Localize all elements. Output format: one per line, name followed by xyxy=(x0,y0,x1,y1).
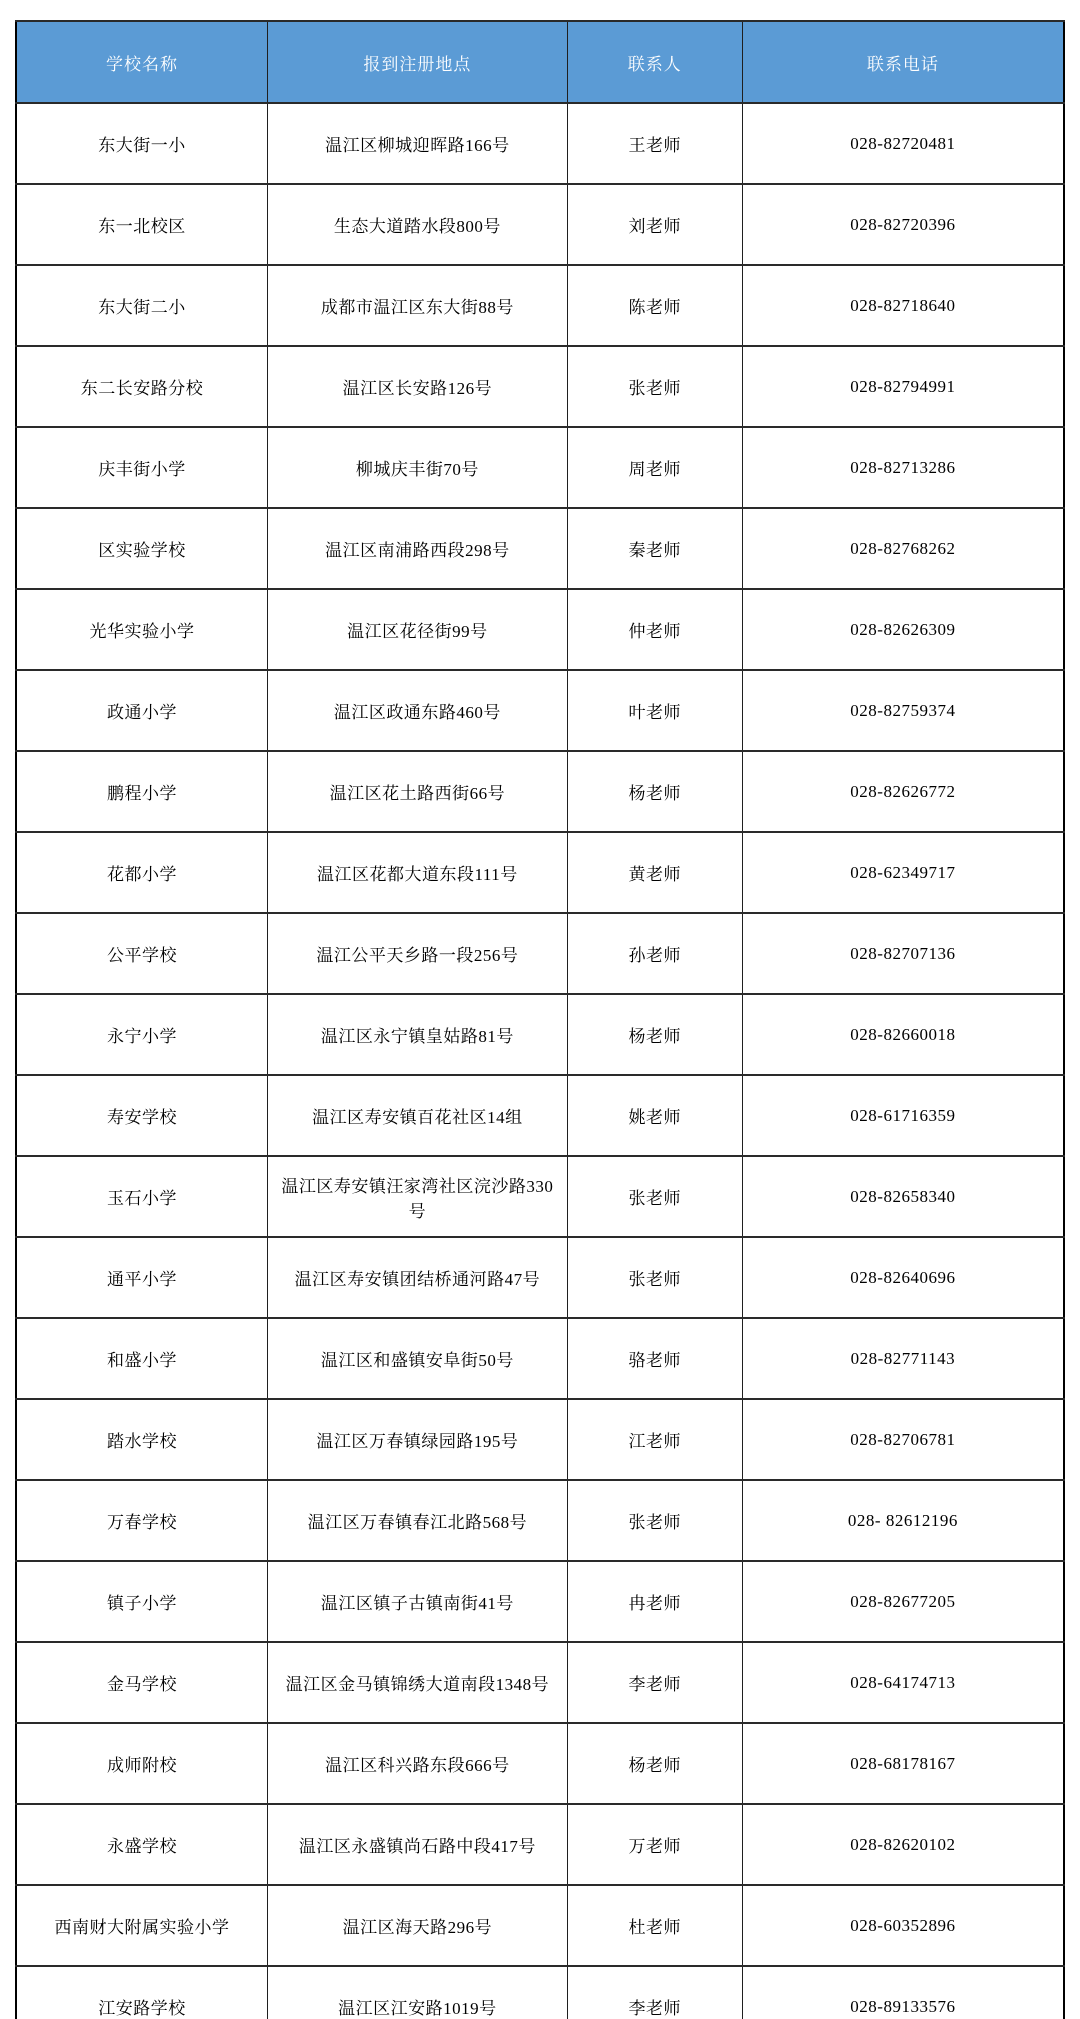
cell-phone: 028-89133576 xyxy=(742,1966,1064,2019)
cell-phone: 028-82626309 xyxy=(742,589,1064,670)
table-row xyxy=(16,508,1064,589)
table-row xyxy=(16,832,1064,913)
table-row xyxy=(16,1642,1064,1723)
cell-phone: 028-82713286 xyxy=(742,427,1064,508)
cell-school: 公平学校 xyxy=(16,913,268,994)
table-row xyxy=(16,751,1064,832)
cell-contact: 姚老师 xyxy=(567,1075,742,1156)
cell-contact: 秦老师 xyxy=(567,508,742,589)
cell-contact: 孙老师 xyxy=(567,913,742,994)
cell-address: 温江区花径街99号 xyxy=(268,589,568,670)
table-row xyxy=(16,427,1064,508)
cell-school: 庆丰街小学 xyxy=(16,427,268,508)
table-row xyxy=(16,913,1064,994)
cell-address: 温江公平天乡路一段256号 xyxy=(268,913,568,994)
cell-phone: 028-82677205 xyxy=(742,1561,1064,1642)
cell-address: 生态大道踏水段800号 xyxy=(268,184,568,265)
table-row xyxy=(16,1399,1064,1480)
cell-phone: 028-82768262 xyxy=(742,508,1064,589)
cell-school: 东一北校区 xyxy=(16,184,268,265)
cell-address: 温江区花都大道东段111号 xyxy=(268,832,568,913)
cell-address: 温江区长安路126号 xyxy=(268,346,568,427)
table-row xyxy=(16,184,1064,265)
cell-phone: 028-82771143 xyxy=(742,1318,1064,1399)
cell-address: 温江区政通东路460号 xyxy=(268,670,568,751)
cell-contact: 张老师 xyxy=(567,1156,742,1237)
cell-address: 温江区寿安镇团结桥通河路47号 xyxy=(268,1237,568,1318)
table-row xyxy=(16,1723,1064,1804)
cell-address: 温江区金马镇锦绣大道南段1348号 xyxy=(268,1642,568,1723)
cell-address: 成都市温江区东大街88号 xyxy=(268,265,568,346)
cell-address: 温江区永盛镇尚石路中段417号 xyxy=(268,1804,568,1885)
table-body xyxy=(16,103,1064,2019)
column-header-contact: 联系人 xyxy=(567,21,742,103)
cell-contact: 万老师 xyxy=(567,1804,742,1885)
cell-address: 温江区寿安镇汪家湾社区浣沙路330号 xyxy=(268,1156,568,1237)
column-header-address: 报到注册地点 xyxy=(268,21,568,103)
cell-phone: 028-82707136 xyxy=(742,913,1064,994)
column-header-phone: 联系电话 xyxy=(742,21,1064,103)
cell-contact: 杨老师 xyxy=(567,994,742,1075)
cell-school: 万春学校 xyxy=(16,1480,268,1561)
cell-address: 温江区柳城迎晖路166号 xyxy=(268,103,568,184)
cell-address: 温江区镇子古镇南街41号 xyxy=(268,1561,568,1642)
cell-phone: 028-62349717 xyxy=(742,832,1064,913)
cell-contact: 骆老师 xyxy=(567,1318,742,1399)
cell-school: 镇子小学 xyxy=(16,1561,268,1642)
cell-school: 成师附校 xyxy=(16,1723,268,1804)
cell-address: 温江区万春镇绿园路195号 xyxy=(268,1399,568,1480)
cell-contact: 陈老师 xyxy=(567,265,742,346)
table-row xyxy=(16,994,1064,1075)
cell-phone: 028-82658340 xyxy=(742,1156,1064,1237)
cell-address: 温江区永宁镇皇姑路81号 xyxy=(268,994,568,1075)
table-row xyxy=(16,1318,1064,1399)
cell-phone: 028-82626772 xyxy=(742,751,1064,832)
cell-school: 光华实验小学 xyxy=(16,589,268,670)
cell-contact: 张老师 xyxy=(567,1480,742,1561)
cell-contact: 冉老师 xyxy=(567,1561,742,1642)
cell-contact: 杨老师 xyxy=(567,751,742,832)
table-row xyxy=(16,1804,1064,1885)
cell-school: 政通小学 xyxy=(16,670,268,751)
cell-contact: 李老师 xyxy=(567,1642,742,1723)
cell-school: 东二长安路分校 xyxy=(16,346,268,427)
cell-contact: 黄老师 xyxy=(567,832,742,913)
cell-address: 柳城庆丰街70号 xyxy=(268,427,568,508)
cell-phone: 028-61716359 xyxy=(742,1075,1064,1156)
cell-phone: 028-82720481 xyxy=(742,103,1064,184)
table-row xyxy=(16,1156,1064,1237)
cell-contact: 叶老师 xyxy=(567,670,742,751)
table-row xyxy=(16,265,1064,346)
table-row xyxy=(16,670,1064,751)
table-row xyxy=(16,1885,1064,1966)
cell-contact: 江老师 xyxy=(567,1399,742,1480)
cell-contact: 仲老师 xyxy=(567,589,742,670)
cell-school: 东大街二小 xyxy=(16,265,268,346)
cell-school: 永宁小学 xyxy=(16,994,268,1075)
cell-contact: 周老师 xyxy=(567,427,742,508)
cell-contact: 李老师 xyxy=(567,1966,742,2019)
table-row xyxy=(16,1561,1064,1642)
table-row xyxy=(16,346,1064,427)
cell-phone: 028-82794991 xyxy=(742,346,1064,427)
cell-phone: 028-82759374 xyxy=(742,670,1064,751)
cell-school: 西南财大附属实验小学 xyxy=(16,1885,268,1966)
cell-phone: 028-82660018 xyxy=(742,994,1064,1075)
cell-address: 温江区万春镇春江北路568号 xyxy=(268,1480,568,1561)
header-row xyxy=(16,21,1064,103)
cell-contact: 王老师 xyxy=(567,103,742,184)
cell-school: 金马学校 xyxy=(16,1642,268,1723)
cell-contact: 杜老师 xyxy=(567,1885,742,1966)
cell-address: 温江区和盛镇安阜街50号 xyxy=(268,1318,568,1399)
cell-phone: 028-82718640 xyxy=(742,265,1064,346)
cell-phone: 028- 82612196 xyxy=(742,1480,1064,1561)
cell-address: 温江区科兴路东段666号 xyxy=(268,1723,568,1804)
school-registration-table xyxy=(15,20,1065,2019)
cell-school: 寿安学校 xyxy=(16,1075,268,1156)
cell-school: 通平小学 xyxy=(16,1237,268,1318)
table-row xyxy=(16,103,1064,184)
cell-school: 东大街一小 xyxy=(16,103,268,184)
cell-school: 江安路学校 xyxy=(16,1966,268,2019)
table-header xyxy=(16,21,1064,103)
cell-phone: 028-68178167 xyxy=(742,1723,1064,1804)
cell-contact: 张老师 xyxy=(567,346,742,427)
cell-school: 玉石小学 xyxy=(16,1156,268,1237)
cell-school: 和盛小学 xyxy=(16,1318,268,1399)
cell-phone: 028-60352896 xyxy=(742,1885,1064,1966)
cell-contact: 刘老师 xyxy=(567,184,742,265)
cell-address: 温江区江安路1019号 xyxy=(268,1966,568,2019)
cell-phone: 028-82640696 xyxy=(742,1237,1064,1318)
table-row xyxy=(16,1480,1064,1561)
cell-phone: 028-82720396 xyxy=(742,184,1064,265)
column-header-school: 学校名称 xyxy=(16,21,268,103)
cell-phone: 028-82620102 xyxy=(742,1804,1064,1885)
cell-address: 温江区南浦路西段298号 xyxy=(268,508,568,589)
table-row xyxy=(16,1075,1064,1156)
cell-address: 温江区寿安镇百花社区14组 xyxy=(268,1075,568,1156)
cell-school: 踏水学校 xyxy=(16,1399,268,1480)
cell-school: 花都小学 xyxy=(16,832,268,913)
table-row xyxy=(16,589,1064,670)
cell-contact: 张老师 xyxy=(567,1237,742,1318)
cell-address: 温江区海天路296号 xyxy=(268,1885,568,1966)
table-row xyxy=(16,1966,1064,2019)
cell-school: 鹏程小学 xyxy=(16,751,268,832)
cell-contact: 杨老师 xyxy=(567,1723,742,1804)
cell-phone: 028-64174713 xyxy=(742,1642,1064,1723)
table-row xyxy=(16,1237,1064,1318)
cell-address: 温江区花土路西街66号 xyxy=(268,751,568,832)
cell-school: 永盛学校 xyxy=(16,1804,268,1885)
cell-phone: 028-82706781 xyxy=(742,1399,1064,1480)
cell-school: 区实验学校 xyxy=(16,508,268,589)
